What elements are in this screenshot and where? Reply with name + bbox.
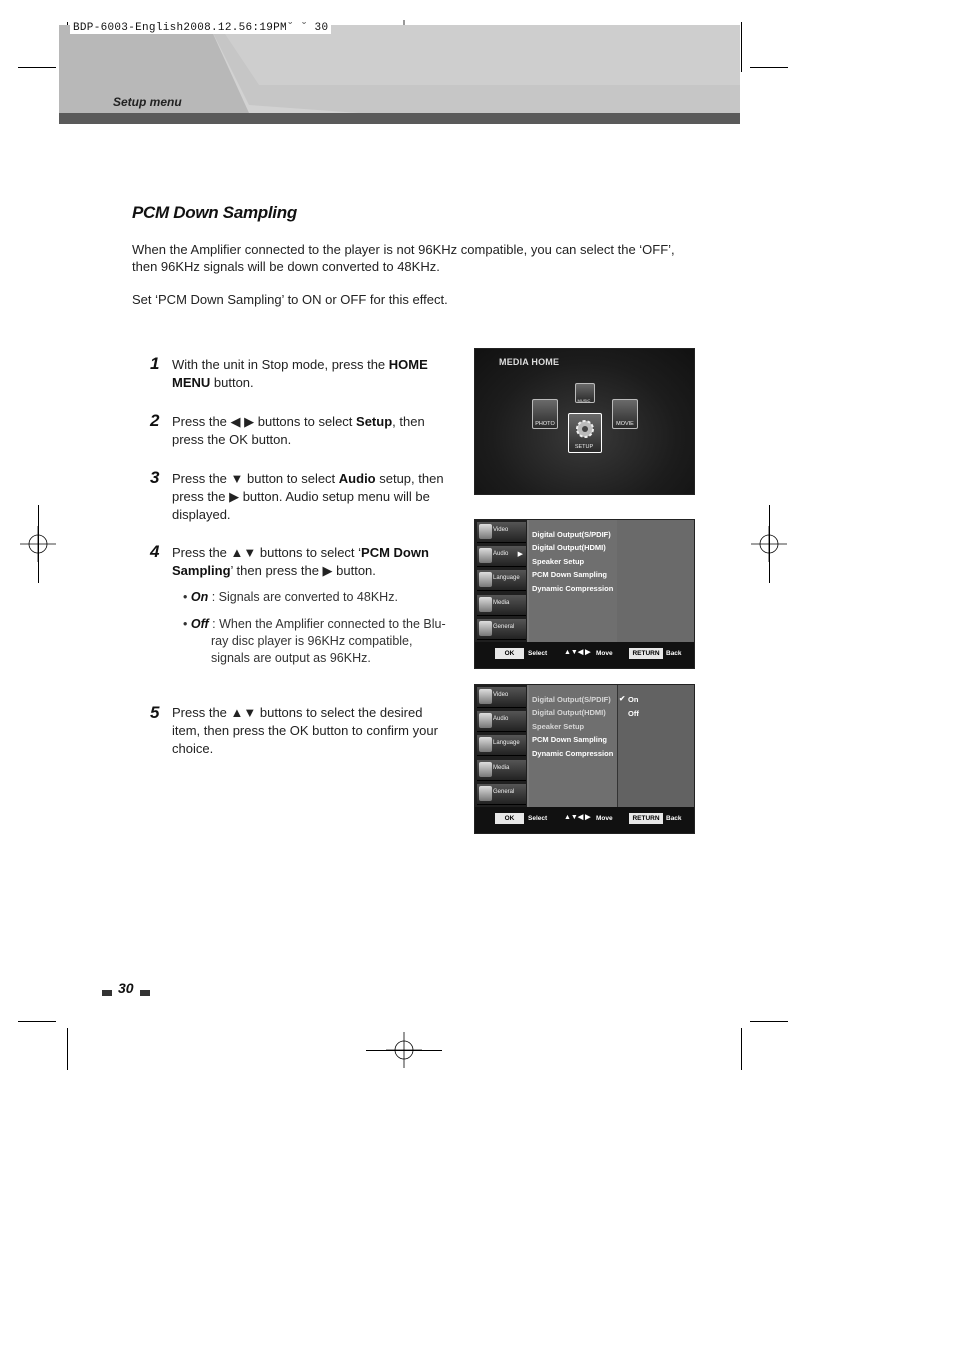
option-dynamic-compression[interactable]: Dynamic Compression xyxy=(532,749,614,758)
audio-icon xyxy=(479,548,492,563)
sidebar-item-language[interactable]: Language xyxy=(477,570,526,591)
step-text: Press the ▲▼ buttons to select ‘PCM Down Sampling’ then press the ▶ button. xyxy=(172,545,429,578)
return-key: RETURN xyxy=(629,648,663,659)
crop-mark xyxy=(366,1050,442,1051)
crop-mark xyxy=(769,505,770,583)
values-panel xyxy=(617,685,695,807)
sidebar-item-audio[interactable]: Audio ▶ xyxy=(477,546,526,567)
values-panel xyxy=(617,520,694,642)
value-on[interactable]: On xyxy=(628,695,639,704)
step-number: 5 xyxy=(150,703,160,722)
ok-key: OK xyxy=(495,648,524,659)
option-pcm-down-sampling[interactable]: PCM Down Sampling xyxy=(532,735,607,744)
page-number-mark xyxy=(102,990,112,996)
crop-mark xyxy=(18,1021,56,1022)
step-text: Press the ▼ button to select Audio setup, then press the ▶ button. Audio setup menu will be displayed. xyxy=(172,471,444,522)
move-arrows-icon: ▲▼◀ ▶ xyxy=(564,649,591,656)
sidebar-item-video[interactable]: Video xyxy=(477,687,526,708)
audio-icon xyxy=(479,713,492,728)
crop-mark xyxy=(750,1021,788,1022)
step-text: Press the ◀ ▶ buttons to select Setup, then press the OK button. xyxy=(172,414,425,447)
select-label: Select xyxy=(528,650,548,657)
back-label: Back xyxy=(666,650,682,657)
sidebar-item-general[interactable]: General xyxy=(477,784,526,805)
sidebar-item-media[interactable]: Media xyxy=(477,760,526,781)
general-icon xyxy=(479,621,492,636)
bullet-on: • On : Signals are converted to 48KHz. xyxy=(183,590,398,604)
crop-mark xyxy=(38,505,39,583)
step-number: 4 xyxy=(150,542,160,561)
intro-paragraph: When the Amplifier connected to the player is not 96KHz compatible, you can select the ‘OFF’, then 96KHz signals will be down converted to 48KHz. xyxy=(132,242,675,274)
setup-sidebar xyxy=(475,685,527,807)
ok-key: OK xyxy=(495,813,524,824)
menu-footer xyxy=(475,642,694,668)
menu-footer xyxy=(475,807,694,833)
photo-label: PHOTO xyxy=(535,421,555,427)
setup-sidebar xyxy=(475,520,527,642)
header-band xyxy=(59,25,740,124)
sidebar-item-audio[interactable]: Audio xyxy=(477,711,526,732)
option-speaker-setup[interactable]: Speaker Setup xyxy=(532,722,585,731)
movie-label: MOVIE xyxy=(616,421,634,427)
sidebar-item-language[interactable]: Language xyxy=(477,735,526,756)
video-icon xyxy=(479,524,492,539)
move-arrows-icon: ▲▼◀ ▶ xyxy=(564,814,591,821)
option-speaker-setup[interactable]: Speaker Setup xyxy=(532,557,585,566)
option-dynamic-compression[interactable]: Dynamic Compression xyxy=(532,584,614,593)
sidebar-item-media[interactable]: Media xyxy=(477,595,526,616)
step-number: 3 xyxy=(150,468,160,487)
music-label: MUSIC xyxy=(577,398,591,403)
step-text: With the unit in Stop mode, press the HOME MENU button. xyxy=(172,357,428,390)
general-icon xyxy=(479,786,492,801)
option-digital-output-hdmi[interactable]: Digital Output(HDMI) xyxy=(532,708,606,717)
crop-mark xyxy=(67,1028,68,1070)
setup-label: SETUP xyxy=(574,444,594,450)
media-icon xyxy=(479,597,492,612)
option-digital-output-hdmi[interactable]: Digital Output(HDMI) xyxy=(532,543,606,552)
page-number: 30 xyxy=(118,980,134,996)
sidebar-item-video[interactable]: Video xyxy=(477,522,526,543)
bullet-off: • Off : When the Amplifier connected to the Blu- xyxy=(183,617,446,631)
crop-mark xyxy=(741,1028,742,1070)
bullet-off-continued: ray disc player is 96KHz compatible, signals are output as 96KHz. xyxy=(211,634,413,665)
intro-paragraph: Set ‘PCM Down Sampling’ to ON or OFF for this effect. xyxy=(132,292,448,307)
option-digital-output-spdif[interactable]: Digital Output(S/PDIF) xyxy=(532,530,611,539)
options-list xyxy=(529,685,617,807)
crop-mark xyxy=(18,67,56,68)
media-home-screen xyxy=(474,348,695,495)
crop-mark xyxy=(750,67,788,68)
pcm-down-sampling-screen xyxy=(474,684,695,834)
arrow-right-icon: ▶ xyxy=(517,551,523,558)
step-text: Press the ▲▼ buttons to select the desired item, then press the OK button to confirm your choice. xyxy=(172,705,438,756)
audio-setup-screen xyxy=(474,519,695,669)
move-label: Move xyxy=(596,815,613,822)
crop-mark xyxy=(741,22,742,72)
media-icon xyxy=(479,762,492,777)
return-key: RETURN xyxy=(629,813,663,824)
page-title: PCM Down Sampling xyxy=(132,203,297,222)
move-label: Move xyxy=(596,650,613,657)
options-list xyxy=(529,520,617,642)
language-icon xyxy=(479,737,492,752)
section-label: Setup menu xyxy=(113,95,182,109)
file-code: BDP-6003-English2008.12.56:19PM˘ ˘ 30 xyxy=(70,22,331,34)
check-icon: ✔ xyxy=(619,694,626,703)
page-number-mark xyxy=(140,990,150,996)
step-number: 2 xyxy=(150,411,160,430)
select-label: Select xyxy=(528,815,548,822)
sidebar-item-general[interactable]: General xyxy=(477,619,526,640)
video-icon xyxy=(479,689,492,704)
step-number: 1 xyxy=(150,354,160,373)
media-home-title: MEDIA HOME xyxy=(499,357,560,367)
language-icon xyxy=(479,572,492,587)
option-pcm-down-sampling[interactable]: PCM Down Sampling xyxy=(532,570,607,579)
back-label: Back xyxy=(666,815,682,822)
value-off[interactable]: Off xyxy=(628,709,639,718)
option-digital-output-spdif[interactable]: Digital Output(S/PDIF) xyxy=(532,695,611,704)
